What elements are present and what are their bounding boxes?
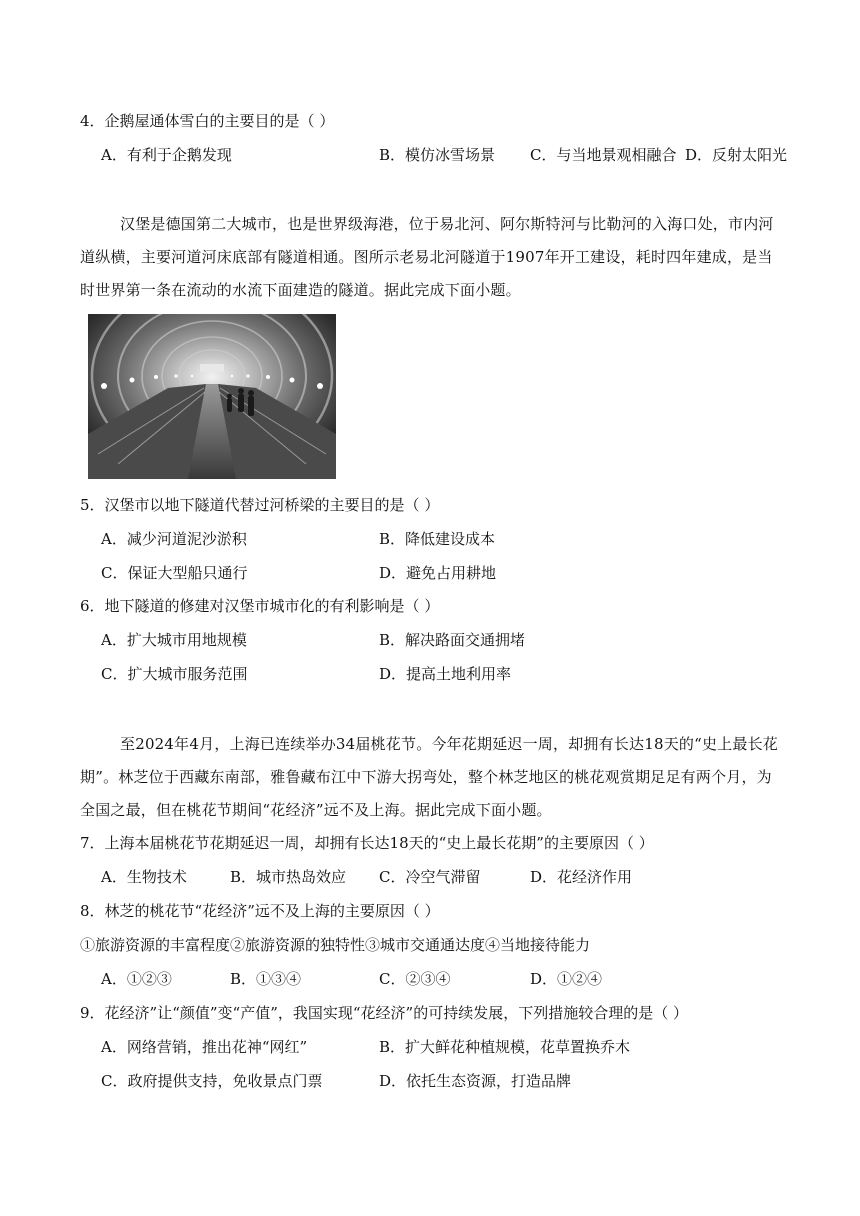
q7-stem: 7．上海本届桃花节花期延迟一周，却拥有长达18天的“史上最长花期”的主要原因（ ） bbox=[80, 834, 654, 852]
q9-option-b: B．扩大鲜花种植规模，花草置换乔木 bbox=[379, 1038, 631, 1056]
q4-option-c: C．与当地景观相融合 bbox=[530, 146, 677, 164]
q8-option-c: C．②③④ bbox=[379, 970, 451, 988]
q5-option-d: D．避免占用耕地 bbox=[379, 564, 497, 582]
q4-option-b: B．模仿冰雪场景 bbox=[379, 146, 496, 164]
q8-option-a: A．①②③ bbox=[101, 970, 172, 988]
q4-option-a: A．有利于企鹅发现 bbox=[101, 146, 232, 164]
q6-option-d: D．提高土地利用率 bbox=[379, 665, 512, 683]
passage-peach-blossom: 至2024年4月，上海已连续举办34届桃花节。今年花期延迟一周，却拥有长达18天的“史上最长花期”。林芝位于西藏东南部，雅鲁藏布江中下游大拐弯处，整个林芝地区的桃花观赏期足足有两个月，为全国之最，但在桃花节期间“花经济”远不及上海。据此完成下面小题。 bbox=[80, 735, 778, 819]
q4-option-d: D．反射太阳光 bbox=[685, 146, 788, 164]
q9-option-a: A．网络营销，推出花神“网红” bbox=[101, 1038, 308, 1056]
q6-option-c: C．扩大城市服务范围 bbox=[101, 665, 248, 683]
q5-option-c: C．保证大型船只通行 bbox=[101, 564, 248, 582]
q7-option-c: C．冷空气滞留 bbox=[379, 868, 481, 886]
q9-stem: 9．花经济”让“颜值”变“产值”，我国实现“花经济”的可持续发展，下列措施较合理的是（ ） bbox=[80, 1004, 688, 1022]
q7-option-b: B．城市热岛效应 bbox=[230, 868, 347, 886]
q4-stem: 4．企鹅屋通体雪白的主要目的是（ ） bbox=[80, 112, 335, 130]
tunnel-photo bbox=[88, 314, 336, 479]
q9-option-d: D．依托生态资源，打造品牌 bbox=[379, 1072, 572, 1090]
passage-hamburg: 汉堡是德国第二大城市，也是世界级海港，位于易北河、阿尔斯特河与比勒河的入海口处，市内河道纵横，主要河道河床底部有隧道相通。图所示老易北河隧道于1907年开工建设，耗时四年建成，是当时世界第一条在流动的水流下面建造的隧道。据此完成下面小题。 bbox=[80, 215, 774, 299]
q8-stem: 8．林芝的桃花节“花经济”远不及上海的主要原因（ ） bbox=[80, 902, 440, 920]
q7-option-d: D．花经济作用 bbox=[530, 868, 633, 886]
q5-option-b: B．降低建设成本 bbox=[379, 530, 496, 548]
q6-stem: 6．地下隧道的修建对汉堡市城市化的有利影响是（ ） bbox=[80, 597, 440, 615]
q9-option-c: C．政府提供支持，免收景点门票 bbox=[101, 1072, 323, 1090]
q8-option-b: B．①③④ bbox=[230, 970, 302, 988]
q5-option-a: A．减少河道泥沙淤积 bbox=[101, 530, 247, 548]
q6-option-b: B．解决路面交通拥堵 bbox=[379, 631, 526, 649]
q8-statements: ①旅游资源的丰富程度②旅游资源的独特性③城市交通通达度④当地接待能力 bbox=[80, 936, 591, 954]
q8-option-d: D．①②④ bbox=[530, 970, 603, 988]
q5-stem: 5．汉堡市以地下隧道代替过河桥梁的主要目的是（ ） bbox=[80, 496, 440, 514]
q6-option-a: A．扩大城市用地规模 bbox=[101, 631, 247, 649]
q7-option-a: A．生物技术 bbox=[101, 868, 187, 886]
